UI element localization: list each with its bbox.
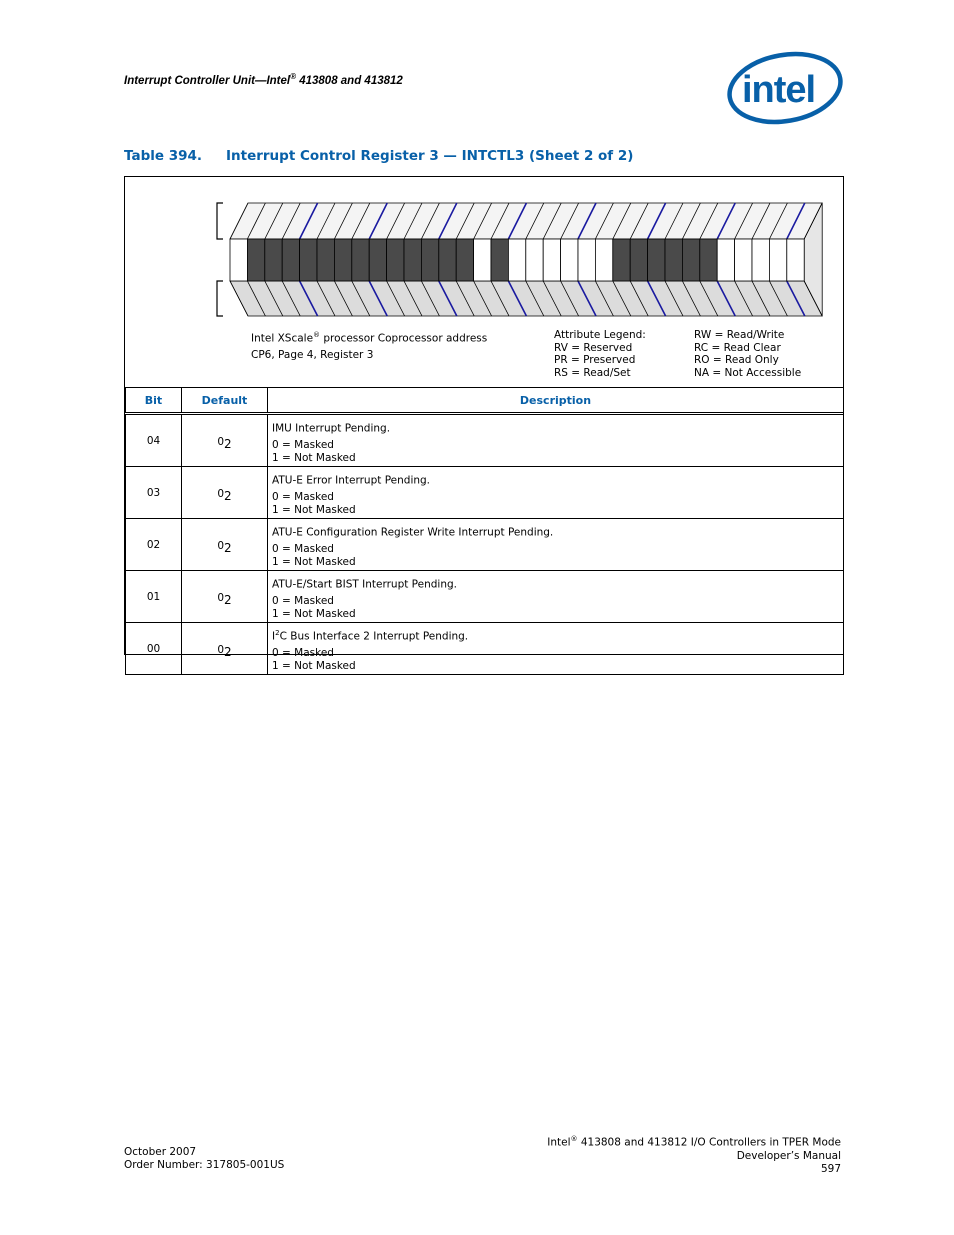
bit-cell-25 (352, 239, 369, 281)
bit-cell-9 (630, 239, 647, 281)
default-radix: 2 (224, 644, 232, 659)
column-header-default: Default (182, 388, 268, 414)
table-row (126, 519, 844, 571)
bit-cell: 02 (126, 519, 182, 571)
footer-doc-suffix: 413808 and 413812 I/O Controllers in TPER Mode (577, 1136, 841, 1149)
bit-cell-12 (578, 239, 595, 281)
legend-left-item: PR = Preserved (554, 354, 636, 367)
column-header-description: Description (268, 388, 844, 414)
description-title (272, 471, 843, 487)
running-header (124, 72, 403, 87)
page-number: 597 (820, 1162, 841, 1175)
logo-text: intel (742, 69, 816, 111)
description-title (272, 523, 843, 539)
value-1: 1 = Not Masked (272, 503, 356, 516)
bit-cell-10 (613, 239, 630, 281)
bit-cell-19 (456, 239, 473, 281)
footer-left (124, 1146, 284, 1172)
caption-prefix: Intel XScale (251, 332, 314, 345)
bit-cell-32 (230, 239, 247, 281)
bit-cell: 03 (126, 467, 182, 519)
bit-cell-3 (735, 239, 752, 281)
table-number: Table 394. (124, 148, 203, 164)
register-diagram (125, 177, 843, 387)
header-reg-mark: ® (290, 72, 297, 81)
default-cell (182, 414, 268, 467)
bit-cell-11 (595, 239, 612, 281)
caption-line-1 (251, 329, 487, 346)
bit-cell: 04 (126, 414, 182, 467)
footer-reg-mark: ® (570, 1135, 578, 1143)
default-value: 0 (217, 487, 225, 500)
value-0: 0 = Masked (272, 647, 334, 659)
bit-cell-30 (265, 239, 282, 281)
bit-cell-31 (247, 239, 264, 281)
bit-cell-4 (717, 239, 734, 281)
default-value: 0 (217, 643, 225, 656)
intel-logo (725, 50, 843, 128)
bit-cell-0 (787, 239, 804, 281)
diagram-top-bracket (217, 203, 223, 239)
bit-cell-22 (404, 239, 421, 281)
bit-cell-21 (421, 239, 438, 281)
register-bit-diagram (125, 177, 843, 322)
bit-cell-1 (769, 239, 786, 281)
value-0: 0 = Masked (272, 491, 334, 503)
legend-right-item: RC = Read Clear (694, 341, 781, 354)
table-title-text: Interrupt Control Register 3 — INTCTL3 (Sheet 2 of 2) (226, 148, 634, 164)
bit-cell-28 (300, 239, 317, 281)
description-title (272, 575, 843, 591)
default-value: 0 (217, 539, 225, 552)
footer-intel: Intel (547, 1136, 571, 1149)
footer-doc-title (547, 1133, 841, 1150)
bit-cell-20 (439, 239, 456, 281)
value-0: 0 = Masked (272, 543, 334, 555)
bit-cell: 01 (126, 571, 182, 623)
default-value: 0 (217, 591, 225, 604)
header-suffix: 413808 and 413812 (296, 74, 403, 87)
bit-cell-8 (648, 239, 665, 281)
bit-cell-5 (700, 239, 717, 281)
bit-cell-26 (334, 239, 351, 281)
attribute-legend-right (694, 329, 801, 379)
bit-cell-27 (317, 239, 334, 281)
header-prefix: Interrupt Controller Unit—Intel (124, 74, 291, 87)
title-text: ATU-E Error Interrupt Pending. (272, 474, 431, 487)
default-cell (182, 571, 268, 623)
default-value: 0 (217, 435, 225, 448)
value-0: 0 = Masked (272, 595, 334, 607)
table-row (126, 623, 844, 675)
description-title (272, 419, 843, 435)
caption-line-2: CP6, Page 4, Register 3 (251, 348, 374, 361)
legend-left-item: RV = Reserved (554, 341, 633, 354)
legend-left-item: Attribute Legend: (554, 329, 646, 341)
bit-cell-17 (491, 239, 508, 281)
title-text: ATU-E Configuration Register Write Interrupt Pending. (272, 526, 554, 539)
footer-right (547, 1133, 841, 1176)
description-title (272, 627, 843, 643)
description-cell (268, 467, 844, 519)
value-1: 1 = Not Masked (272, 451, 356, 464)
legend-left-item: RS = Read/Set (554, 366, 631, 379)
description-cell (268, 571, 844, 623)
value-1: 1 = Not Masked (272, 555, 356, 568)
table-row (126, 467, 844, 519)
bit-cell-7 (665, 239, 682, 281)
description-cell (268, 623, 844, 675)
footer-manual: Developer’s Manual (736, 1149, 841, 1162)
title-sup: 2 (275, 629, 280, 637)
bit-cell-6 (682, 239, 699, 281)
value-1: 1 = Not Masked (272, 659, 356, 672)
bit-cell-14 (543, 239, 560, 281)
bit-cell-13 (561, 239, 578, 281)
default-cell (182, 623, 268, 675)
bit-cell: 00 (126, 623, 182, 675)
default-radix: 2 (224, 436, 232, 451)
bit-cell-15 (526, 239, 543, 281)
title-text: ATU-E/Start BIST Interrupt Pending. (272, 578, 457, 591)
title-text: I (272, 630, 276, 643)
legend-right-item: RO = Read Only (694, 354, 779, 367)
column-header-bit: Bit (126, 388, 182, 414)
value-0: 0 = Masked (272, 439, 334, 451)
bit-cell-23 (387, 239, 404, 281)
table-header-row (126, 388, 844, 414)
bit-cell-18 (474, 239, 491, 281)
table-row (126, 571, 844, 623)
attribute-legend-left (554, 329, 646, 379)
table-row (126, 414, 844, 467)
bit-cell-29 (282, 239, 299, 281)
default-cell (182, 519, 268, 571)
diagram-bottom-bracket (217, 281, 223, 316)
default-cell (182, 467, 268, 519)
bit-cell-2 (752, 239, 769, 281)
footer-order-number: Order Number: 317805-001US (124, 1159, 285, 1171)
register-table-frame (124, 176, 844, 672)
legend-right-item: NA = Not Accessible (694, 366, 802, 379)
caption-reg-mark: ® (313, 331, 321, 339)
table-title (124, 148, 633, 164)
title-rest: C Bus Interface 2 Interrupt Pending. (279, 630, 469, 643)
bit-cell-24 (369, 239, 386, 281)
value-1: 1 = Not Masked (272, 607, 356, 620)
caption-suffix: processor Coprocessor address (320, 332, 488, 345)
description-cell (268, 519, 844, 571)
coprocessor-caption (251, 329, 487, 362)
footer-date: October 2007 (124, 1146, 197, 1158)
bit-cell-16 (508, 239, 525, 281)
default-radix: 2 (224, 488, 232, 503)
description-cell (268, 414, 844, 467)
register-bit-table (125, 387, 844, 675)
default-radix: 2 (224, 592, 232, 607)
title-text: IMU Interrupt Pending. (272, 422, 391, 435)
default-radix: 2 (224, 540, 232, 555)
legend-right-item: RW = Read/Write (694, 329, 785, 341)
